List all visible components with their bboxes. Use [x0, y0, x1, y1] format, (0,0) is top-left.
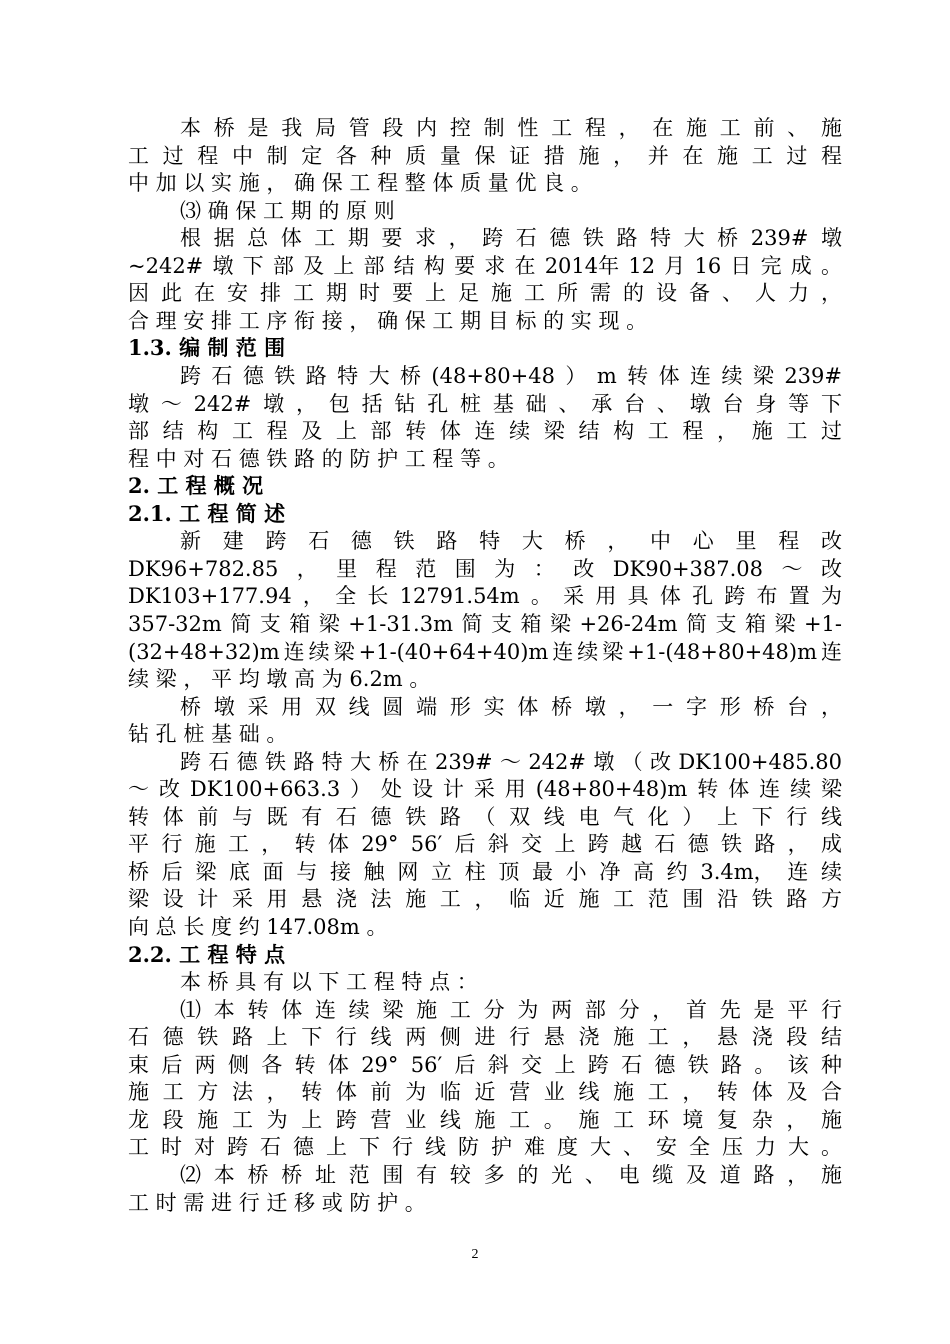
text-line: 跨 石 德 铁 路 特 大 桥 在 239# ～ 242# 墩 （ 改 DK100+485.80 — [180, 749, 842, 774]
page-number: 2 — [471, 1247, 479, 1262]
text-line: DK96+782.85 ， 里 程 范 围 为 ： 改 DK90+387.08 ～ 改 — [128, 556, 842, 581]
text-line: 桥 墩 采 用 双 线 圆 端 形 实 体 桥 墩 ， 一 字 形 桥 台 ， — [180, 694, 842, 719]
text-line: 本 桥 是 我 局 管 段 内 控 制 性 工 程 ， 在 施 工 前 、 施 — [180, 116, 842, 140]
text-line: 跨 石 德 铁 路 特 大 桥 (48+80+48 ） m 转 体 连 续 梁 239# — [180, 364, 842, 388]
text-line: DK103+177.94 ， 全 长 12791.54m 。 采 用 具 体 孔 跨 布 置 为 — [128, 584, 842, 609]
text-line: 工 时 需 进 行 迁 移 或 防 护 。 — [128, 1190, 426, 1215]
text-line: 357-32m 简 支 箱 梁 +1-31.3m 简 支 箱 梁 +26-24m 简 支 箱 梁 +1- — [128, 611, 842, 636]
text-line: 新 建 跨 石 德 铁 路 特 大 桥 ， 中 心 里 程 改 — [180, 529, 842, 554]
text-line: 续 梁 ， 平 均 墩 高 为 6.2m 。 — [128, 667, 431, 691]
text-line: 束 后 两 侧 各 转 体 29° 56′ 后 斜 交 上 跨 石 德 铁 路 。 该 种 — [128, 1052, 842, 1077]
text-line: 工 过 程 中 制 定 各 种 质 量 保 证 措 施 ， 并 在 施 工 过 程 — [128, 143, 842, 168]
section-heading: 1.3. 编 制 范 围 — [128, 335, 286, 361]
text-line: 部 结 构 工 程 及 上 部 转 体 连 续 梁 结 构 工 程 ， 施 工 过 — [128, 419, 842, 444]
text-line: 向 总 长 度 约 147.08m 。 — [128, 915, 388, 939]
text-line: ⑶ 确 保 工 期 的 原 则 — [180, 198, 395, 223]
text-line: 程 中 对 石 德 铁 路 的 防 护 工 程 等 。 — [128, 446, 509, 471]
section-heading: 2. 工 程 概 况 — [128, 473, 264, 499]
text-line: 工 时 对 跨 石 德 上 下 行 线 防 护 难 度 大 、 安 全 压 力 大 。 — [128, 1135, 842, 1160]
section-heading: 2.2. 工 程 特 点 — [128, 941, 286, 967]
text-line: 龙 段 施 工 为 上 跨 营 业 线 施 工 。 施 工 环 境 复 杂 ， 施 — [128, 1107, 842, 1132]
text-line: 石 德 铁 路 上 下 行 线 两 侧 进 行 悬 浇 施 工 ， 悬 浇 段 结 — [128, 1025, 842, 1050]
text-line: ⑵ 本 桥 桥 址 范 围 有 较 多 的 光 、 电 缆 及 道 路 ， 施 — [180, 1162, 842, 1187]
text-line: 转 体 前 与 既 有 石 德 铁 路 （ 双 线 电 气 化 ） 上 下 行 线 — [128, 804, 842, 829]
text-line: 因 此 在 安 排 工 期 时 要 上 足 施 工 所 需 的 设 备 、 人 力 ， — [128, 281, 842, 306]
text-line: 中 加 以 实 施 ， 确 保 工 程 整 体 质 量 优 良 。 — [128, 171, 592, 196]
text-line: 本 桥 具 有 以 下 工 程 特 点 ： — [180, 970, 478, 995]
text-line: 平 行 施 工 ， 转 体 29° 56′ 后 斜 交 上 跨 越 石 德 铁 路 ， 成 — [128, 832, 842, 857]
text-line: 桥 后 梁 底 面 与 接 触 网 立 柱 顶 最 小 净 高 约 3.4m， 连 续 — [128, 859, 842, 884]
text-line: (32+48+32)m 连 续 梁 +1-(40+64+40)m 连 续 梁 +1-(48+80+48)m 连 — [128, 639, 842, 664]
text-line: ～ 改 DK100+663.3 ） 处 设 计 采 用 (48+80+48)m 转 体 连 续 梁 — [128, 777, 842, 802]
text-line: 根 据 总 体 工 期 要 求 ， 跨 石 德 铁 路 特 大 桥 239# 墩 — [180, 226, 842, 251]
text-line: 梁 设 计 采 用 悬 浇 法 施 工 ， 临 近 施 工 范 围 沿 铁 路 方 — [128, 887, 842, 912]
text-line: 施 工 方 法 ， 转 体 前 为 临 近 营 业 线 施 工 ， 转 体 及 合 — [128, 1080, 842, 1105]
text-line: 合 理 安 排 工 序 衔 接 ， 确 保 工 期 目 标 的 实 现 。 — [128, 308, 648, 333]
text-line: 钻 孔 桩 基 础 。 — [128, 722, 288, 747]
text-line: 墩 ～ 242# 墩 ， 包 括 钻 孔 桩 基 础 、 承 台 、 墩 台 身 等 下 — [128, 391, 842, 416]
text-line: ⑴ 本 转 体 连 续 梁 施 工 分 为 两 部 分 ， 首 先 是 平 行 — [180, 997, 842, 1022]
section-heading: 2.1. 工 程 简 述 — [128, 500, 286, 526]
text-line: ~242# 墩 下 部 及 上 部 结 构 要 求 在 2014年 12 月 16 日 完 成 。 — [128, 253, 842, 278]
